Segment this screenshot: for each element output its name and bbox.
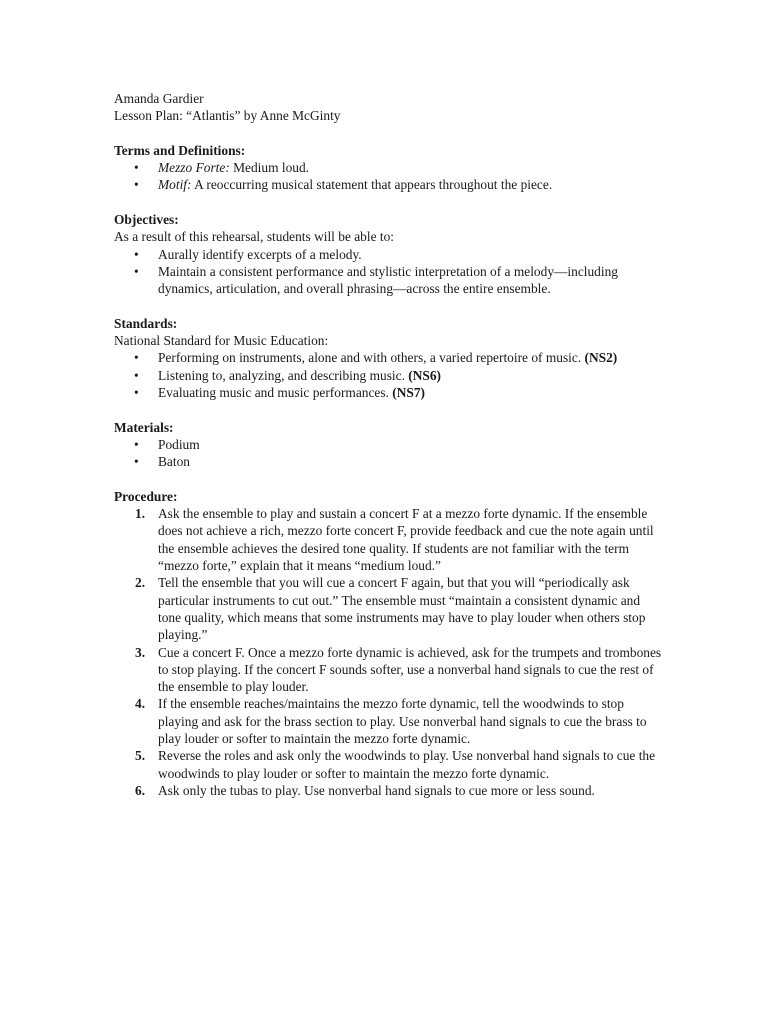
standard-code: (NS6) — [408, 367, 442, 383]
procedure-step — [114, 695, 674, 747]
standard-text: Listening to, analyzing, and describing music. — [158, 367, 409, 383]
procedure-step — [114, 747, 674, 782]
list-item — [114, 176, 674, 193]
list-item — [114, 384, 674, 401]
objective-text: Maintain a consistent performance and stylistic interpretation of a melody—including dynamics, articulation, and overall phrasing—across the entire ensemble. — [158, 263, 618, 297]
list-item — [114, 159, 674, 176]
list-item — [114, 367, 674, 384]
objective-text: Aurally identify excerpts of a melody. — [158, 246, 362, 262]
list-item — [114, 246, 674, 263]
list-item — [114, 453, 674, 470]
lesson-plan-title: Lesson Plan: “Atlantis” by Anne McGinty — [114, 108, 341, 124]
materials-list — [114, 436, 674, 471]
bullet-icon: • — [134, 246, 139, 262]
procedure-step — [114, 505, 674, 574]
step-text: If the ensemble reaches/maintains the mezzo forte dynamic, tell the woodwinds to stop playing and ask for the brass section to play. Use nonverbal hand signals to cue the brass to play louder or softer to maintain the mezzo forte dynamic. — [158, 696, 647, 746]
step-number: 6. — [135, 782, 146, 798]
term-definition: A reoccurring musical statement that appears throughout the piece. — [191, 177, 553, 193]
list-item — [114, 349, 674, 366]
bullet-icon: • — [134, 367, 139, 383]
objectives-heading: Objectives: — [114, 212, 179, 228]
step-number: 2. — [135, 575, 146, 591]
standard-text: Evaluating music and music performances. — [158, 385, 393, 401]
materials-heading: Materials: — [114, 419, 174, 435]
list-item — [114, 263, 674, 298]
bullet-icon: • — [134, 350, 139, 366]
author-name: Amanda Gardier — [114, 91, 204, 106]
material-text: Podium — [158, 436, 200, 452]
objectives-list — [114, 246, 674, 298]
step-number: 5. — [135, 748, 146, 764]
standards-intro: National Standard for Music Education: — [114, 333, 329, 349]
step-number: 1. — [135, 506, 146, 522]
bullet-icon: • — [134, 160, 139, 176]
list-item — [114, 436, 674, 453]
terms-heading: Terms and Definitions: — [114, 142, 246, 158]
standard-code: (NS7) — [392, 385, 425, 401]
standard-text: Performing on instruments, alone and with others, a varied repertoire of music. — [158, 350, 585, 366]
step-number: 4. — [135, 696, 146, 712]
step-text: Tell the ensemble that you will cue a concert F again, but that you will “periodically ask particular instruments to cut out.” The ensemble must “maintain a consistent dynamic and tone quality, which means that some instruments may have to play louder when others stop playing.” — [158, 575, 646, 643]
standard-code: (NS2) — [584, 350, 618, 366]
step-text: Reverse the roles and ask only the woodwinds to play. Use nonverbal hand signals to cue the woodwinds to play louder or softer to maintain the mezzo forte dynamic. — [158, 748, 656, 781]
bullet-icon: • — [134, 436, 139, 452]
bullet-icon: • — [134, 385, 139, 401]
step-text: Ask the ensemble to play and sustain a concert F at a mezzo forte dynamic. If the ensemble does not achieve a rich, mezzo forte concert F, provide feedback and cue the note again until the ensemble achieves the desired tone quality. If students are not familiar with the term “mezzo forte,” explain that it means “medium loud.” — [158, 506, 654, 574]
step-text: Cue a concert F. Once a mezzo forte dynamic is achieved, ask for the trumpets and trombones to stop playing. If the concert F sounds softer, use a nonverbal hand signals to cue the rest of the ensemble to play louder. — [158, 644, 662, 695]
step-number: 3. — [135, 644, 146, 660]
procedure-step — [114, 644, 674, 696]
objectives-intro: As a result of this rehearsal, students will be able to: — [114, 229, 395, 245]
bullet-icon: • — [134, 454, 139, 470]
procedure-step — [114, 574, 674, 643]
bullet-icon: • — [134, 263, 139, 279]
term-label: Mezzo Forte: — [158, 160, 230, 176]
term-label: Motif: — [158, 177, 192, 193]
procedure-list — [114, 505, 674, 799]
term-definition: Medium loud. — [229, 160, 310, 176]
procedure-heading: Procedure: — [114, 488, 178, 504]
terms-list — [114, 159, 674, 194]
procedure-step — [114, 782, 674, 799]
standards-heading: Standards: — [114, 315, 178, 331]
bullet-icon: • — [134, 177, 139, 193]
document-page — [114, 90, 674, 799]
standards-list — [114, 349, 674, 401]
step-text: Ask only the tubas to play. Use nonverbal hand signals to cue more or less sound. — [158, 782, 595, 798]
material-text: Baton — [158, 454, 190, 470]
